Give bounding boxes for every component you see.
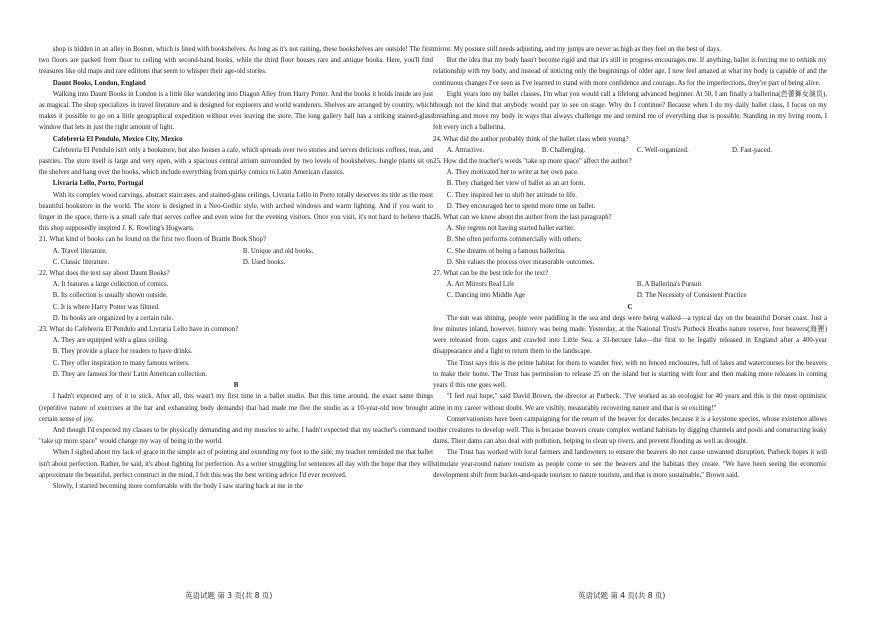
q25-option-c: C. They inspired her to shift her attitude to life. xyxy=(446,191,577,199)
pendulo-paragraph: Cafebreria El Pendulo isn't only a bookstore, but also houses a cafe, which spreads over two stories and serves delicious coffees, teas, and pastries. The store itself is large and very open, with a spacious central atrium surrounded by two levels of bookshelves. Jungle plants sit on the shelves and hang over the books, which include everything from quirky comics to Latin American classics. xyxy=(39,146,433,177)
ballet-paragraph-2: And though I'd expected my classes to be physically demanding and my muscles to ache, I hadn't expected that my teacher's command to "take up more space" would change my way of being in the world. xyxy=(39,426,433,446)
q26-option-a: A. She regrets not having started ballet earlier. xyxy=(446,225,575,233)
question-26: 26. What can we know about the author from the last paragraph? xyxy=(433,214,612,222)
q23-option-b: B. They provide a place for readers to have drinks. xyxy=(52,348,193,356)
q27-option-d: D. The Necessity of Consistent Practice xyxy=(636,292,747,300)
q21-option-c: C. Classic literature. xyxy=(52,258,110,266)
page-footer-4: 英语试题 第 4 页(共 8 页) xyxy=(578,591,666,600)
page-footer-3: 英语试题 第 3 页(共 8 页) xyxy=(185,591,273,600)
section-b-label: B xyxy=(233,382,239,390)
question-23: 23. What do Cafebreria El Pendulo and Livraria Lello have in common? xyxy=(39,326,239,334)
q24-option-c: C. Well-organized. xyxy=(636,146,689,154)
question-27-options-row1 xyxy=(447,279,827,290)
ballet-paragraph-4-continued: mirror. My posture still needs adjusting, and my jumps are never as high as they feel on the best of days. xyxy=(433,46,722,53)
q21-option-b: B. Unique and old books. xyxy=(242,247,314,255)
q22-option-b: B. Its collection is usually shown outside. xyxy=(52,292,168,300)
question-21-options-row1 xyxy=(53,246,433,257)
beaver-paragraph-4: Conservationists have been campaigning for the return of the beaver for decades because it is a keystone species, whose existence allows other creatures to develop well. This is because beavers create complex wetland habitats by digging channels and pools and constructing leaky dams. Their dams can also deal with pollution, helping to clean up rivers, and prevent flooding as well as drought. xyxy=(433,415,827,446)
lello-paragraph: With its complex wood carvings, abstract staircases, and stained-glass ceilings, Livraria Lello in Porto totally deserves its title as the most beautiful bookstore in the world. The store is designed in a Neo-Gothic style, with arched windows and warm lighting. And if you want to linger in the space, there is a small cafe that serves coffee and even wine for the evening visitors. Once you visit, it's not hard to believe that this shop supposedly inspired J. K. Rowling's Hogwarts. xyxy=(39,191,433,233)
q24-option-d: D. Fast-paced. xyxy=(731,146,772,154)
q21-option-a: A. Travel literature. xyxy=(52,247,108,255)
daunt-paragraph: Walking into Daunt Books in London is a little like wandering into Diagon Alley from Harry Potter. And the books it holds inside are just as magical. The shop specializes in travel literature and is designed for explorers and world wanderers. Shelves are arranged by country, which makes it possible to go on a little geographical expedition without ever leaving the store. The long gallery hall has a striking stained-glass window that lets in just the right amount of light. xyxy=(39,90,433,132)
ballet-paragraph-6: Eight years into my ballet classes, I'm what you would call a lifelong advanced beginner. At 50, I am finally a ballerina(芭蕾舞女演员), though not the kind that anybody would pay to see on stage. Why do I continue? Because when I do my daily ballet class, I focus on my breathing and move my body in ways that always challenge me and remind me of everything that is possible. Standing in my living room, I felt every inch a ballerina. xyxy=(433,90,827,132)
ballet-paragraph-3: When I sighed about my lack of grace in the simple act of pointing and extending my foot to the side, my teacher reminded me that ballet isn't about perfection. Rather, he said, it's about fighting for perfection. As a writer struggling for sentences all day with the hope that they will approximate the beautiful, perfect construct in the mind, I felt this was the best writing advice I'd ever received. xyxy=(39,449,433,479)
left-page-column xyxy=(39,44,433,579)
q25-option-a: A. They motivated her to write at her own pace. xyxy=(446,169,579,177)
q27-option-b: B. A Ballerina's Pursuit xyxy=(636,281,702,289)
section-c-label: C xyxy=(627,303,633,311)
question-25: 25. How did the teacher's words "take up more space" affect the author? xyxy=(433,158,632,166)
question-21-options-row2 xyxy=(53,257,433,268)
ballet-paragraph-1: I hadn't expected any of it to stick. After all, this wasn't my first time in a ballet studio. But this time around, the exact same things (repetitive nature of exercises at the bar and exhausting body demands) that had made me flee the studio as a 10-year-old now brought a certain sense of joy. xyxy=(39,393,433,423)
q22-option-a: A. It features a large collection of comics. xyxy=(52,281,169,289)
q23-option-c: C. They offer inspiration to many famous writers. xyxy=(52,359,190,367)
q22-option-c: C. It is where Harry Potter was filmed. xyxy=(52,303,160,311)
beaver-paragraph-2: The Trust says this is the prime habitat for them to wander free, with no fenced enclosures, full of lakes and watercourses for the beavers to make their home. The Trust has permission to release 25 on the island but is starting with four and then making more releases in coming years if this one goes well. xyxy=(433,359,827,390)
ballet-paragraph-4: Slowly, I started becoming more comfortable with the body I saw staring back at me in the xyxy=(52,482,303,490)
question-27-options-row2 xyxy=(447,290,827,301)
q24-option-a: A. Attractive. xyxy=(446,146,485,154)
q24-option-b: B. Challenging. xyxy=(541,146,586,154)
beaver-paragraph-3: "I feel real hope," said David Brown, the director at Purbeck. "I've worked as an ecologist for 40 years and this is the most optimistic time in my career without doubt. We are visibly, measurably recovering nature and that is so exciting!" xyxy=(433,393,827,412)
q27-option-c: C. Dancing into Middle Age xyxy=(446,292,526,300)
q22-option-d: D. Its books are organized by a certain rule. xyxy=(52,314,174,322)
q26-option-d: D. She values the process over measurable outcomes. xyxy=(446,258,595,266)
ballet-paragraph-5: But the idea that my body hasn't become rigid and that it's still in progress encourages me. If anything, ballet is forcing me to rethink my relationship with my body, and instead of noticing only the beginnings of older age, I now feel amazed at what my body is capable of and the continuous changes I've seen as I've learned to stand with more confidence and courage. As for the imperfections, they're part of being alive. xyxy=(433,57,827,87)
question-24-options xyxy=(447,145,827,156)
question-22: 22. What does the text say about Daunt Books? xyxy=(39,270,170,278)
q23-option-d: D. They are famous for their Latin American collection. xyxy=(52,370,207,378)
q26-option-b: B. She often performs commercially with others. xyxy=(446,236,582,244)
question-24: 24. What did the author probably think of the ballet class when young? xyxy=(433,135,629,143)
brattle-paragraph: shop is hidden in an alley in Boston, which is lined with bookshelves. As long as it's not raining, these bookshelves are outside! The first two floors are packed from floor to ceiling with second-hand books, while the third floor houses rare and antique books. Here, you'll find treasures like old maps and rare editions that seem to whisper their age-old stories. xyxy=(39,46,433,76)
daunt-heading: Daunt Books, London, England xyxy=(52,79,146,87)
question-21: 21. What kind of books can be found on the first two floors of Brattle Book Shop? xyxy=(39,236,267,244)
q27-option-a: A. Art Mirrors Real Life xyxy=(446,281,515,289)
q25-option-b: B. They changed her view of ballet as an art form. xyxy=(446,180,586,188)
pendulo-heading: Cafebreria El Pendulo, Mexico City, Mexico xyxy=(52,135,183,143)
q25-option-d: D. They encouraged her to spend more time on ballet. xyxy=(446,202,596,210)
beaver-paragraph-1: The sun was shining, people were paddling in the sea and dogs were being walked—a typical day on the beautiful Dorset coast. Just a few minutes inland, however, history was being made. Yesterday, at the National Trust's Purbeck Heaths nature reserve, four beavers(海狸) were released from cages and crawled into Little Sea, a 33-hectare lake—the first to be legally released in England after a 400-year disappearance and a fight to return them to the landscape. xyxy=(433,314,827,356)
beaver-paragraph-5: The Trust has worked with local farmers and landowners to ensure the beavers do not cause unwanted disruption. Purbeck hopes it will stimulate year-round nature tourism as people come to see the beavers and the habitats they create. "We have been seeing the economic development shift from bucket-and-spade tourism to nature tourism, and that is more sustainable," Brown said. xyxy=(433,449,827,479)
q23-option-a: A. They are equipped with a glass ceiling. xyxy=(52,337,169,345)
question-27: 27. What can be the best title for the text? xyxy=(433,270,549,278)
right-page-column xyxy=(433,44,827,579)
q26-option-c: C. She dreams of being a famous ballerina. xyxy=(446,247,566,255)
lello-heading: Livraria Lello, Porto, Portugal xyxy=(52,180,144,188)
q21-option-d: D. Used books. xyxy=(242,258,286,266)
